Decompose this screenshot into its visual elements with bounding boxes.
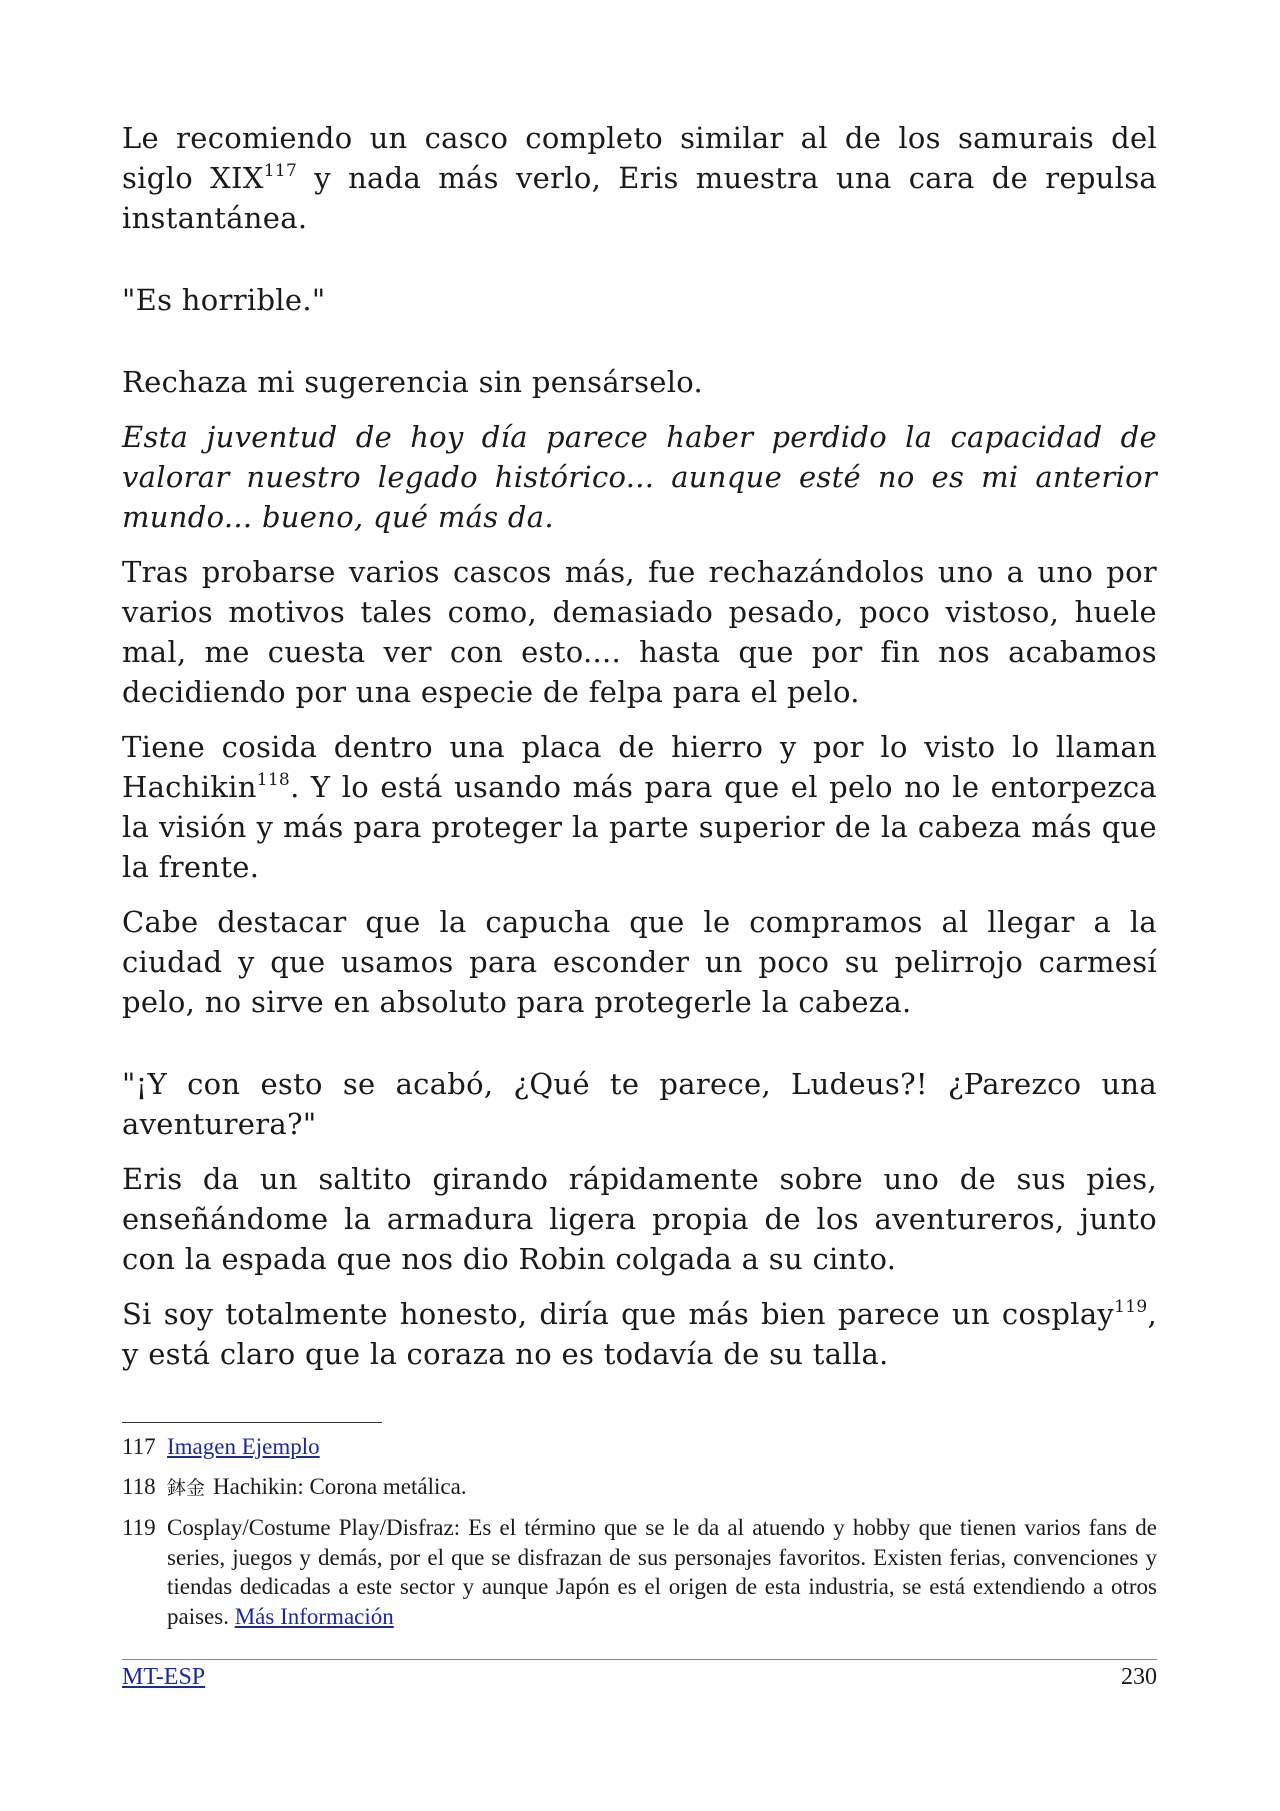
footnote-ref-117[interactable]: 117: [263, 161, 298, 181]
paragraph-7: Cabe destacar que la capucha que le compramos al llegar a la ciudad y que usamos para esconder un poco su pelirrojo carmesí pelo, no sirve en absoluto para protegerle la cabeza.: [122, 905, 1157, 1019]
footnotes: [122, 1432, 1157, 1641]
footnote-117: [122, 1432, 1157, 1462]
footnote-number: 119: [122, 1515, 156, 1540]
site-link[interactable]: MT-ESP: [122, 1664, 206, 1690]
footnote-number: 117: [122, 1434, 156, 1459]
paragraph-2-dialogue: "Es horrible.": [122, 283, 326, 317]
footnote-ref-118[interactable]: 118: [256, 770, 291, 790]
imagen-ejemplo-link[interactable]: Imagen Ejemplo: [167, 1434, 320, 1459]
paragraph-5: Tras probarse varios cascos más, fue rechazándolos uno a uno por varios motivos tales como, demasiado pesado, poco vistoso, huele mal, me cuesta ver con esto.... hasta que por fin nos acabamos decidiendo por una especie de felpa para el pelo.: [122, 555, 1157, 709]
chapter-body: [122, 118, 1157, 1374]
paragraph-4-thought: Esta juventud de hoy día parece haber perdido la capacidad de valorar nuestro legado histórico... aunque esté no es mi anterior mundo... bueno, qué más da.: [122, 420, 1157, 534]
footnote-text: Hachikin: Corona metálica.: [213, 1473, 467, 1499]
footnote-separator: [122, 1422, 382, 1423]
paragraph-3: Rechaza mi sugerencia sin pensárselo.: [122, 365, 704, 399]
paragraph-10: Si soy totalmente honesto, diría que más bien parece un cosplay$^{119}$, y está claro que la coraza no es todavía de su talla.: [122, 1297, 1157, 1371]
page-number: 230: [1121, 1664, 1157, 1690]
paragraph-1: Le recomiendo un casco completo similar al de los samurais del siglo XIX$^{117}$ y nada más verlo, Eris muestra una cara de repulsa instantánea.: [122, 121, 1158, 235]
kanji-hachikin: 鉢金: [167, 1476, 206, 1499]
footnote-text: Cosplay/Costume Play/Disfraz: Es el término que se le da al atuendo y hobby que tienen varios fans de series, juegos y demás, por el que se disfrazan de sus personajes favoritos. Existen ferias, convenciones y tiendas dedicadas a este sector y aunque Japón es el origen de esta industria, se está extendiendo a otros paises.: [167, 1515, 1157, 1629]
paragraph-8-dialogue: "¡Y con esto se acabó, ¿Qué te parece, Ludeus?! ¿Parezco una aventurera?": [122, 1067, 1157, 1141]
footer-separator: [122, 1659, 1157, 1660]
mas-informacion-link[interactable]: Más Información: [234, 1603, 394, 1629]
footnote-118: [122, 1472, 1157, 1504]
paragraph-9: Eris da un saltito girando rápidamente sobre uno de sus pies, enseñándome la armadura ligera propia de los aventureros, junto con la espada que nos dio Robin colgada a su cinto.: [122, 1162, 1157, 1276]
paragraph-6: Tiene cosida dentro una placa de hierro y por lo visto lo llaman Hachikin$^{118}$. Y lo está usando más para que el pelo no le entorpezca la visión y más para proteger la parte superior de la cabeza más que la frente.: [122, 730, 1157, 884]
footnote-number: 118: [122, 1473, 156, 1499]
page-footer: [122, 1662, 1157, 1692]
footnote-119: [122, 1513, 1157, 1631]
footnote-ref-119[interactable]: 119: [1114, 1297, 1148, 1317]
